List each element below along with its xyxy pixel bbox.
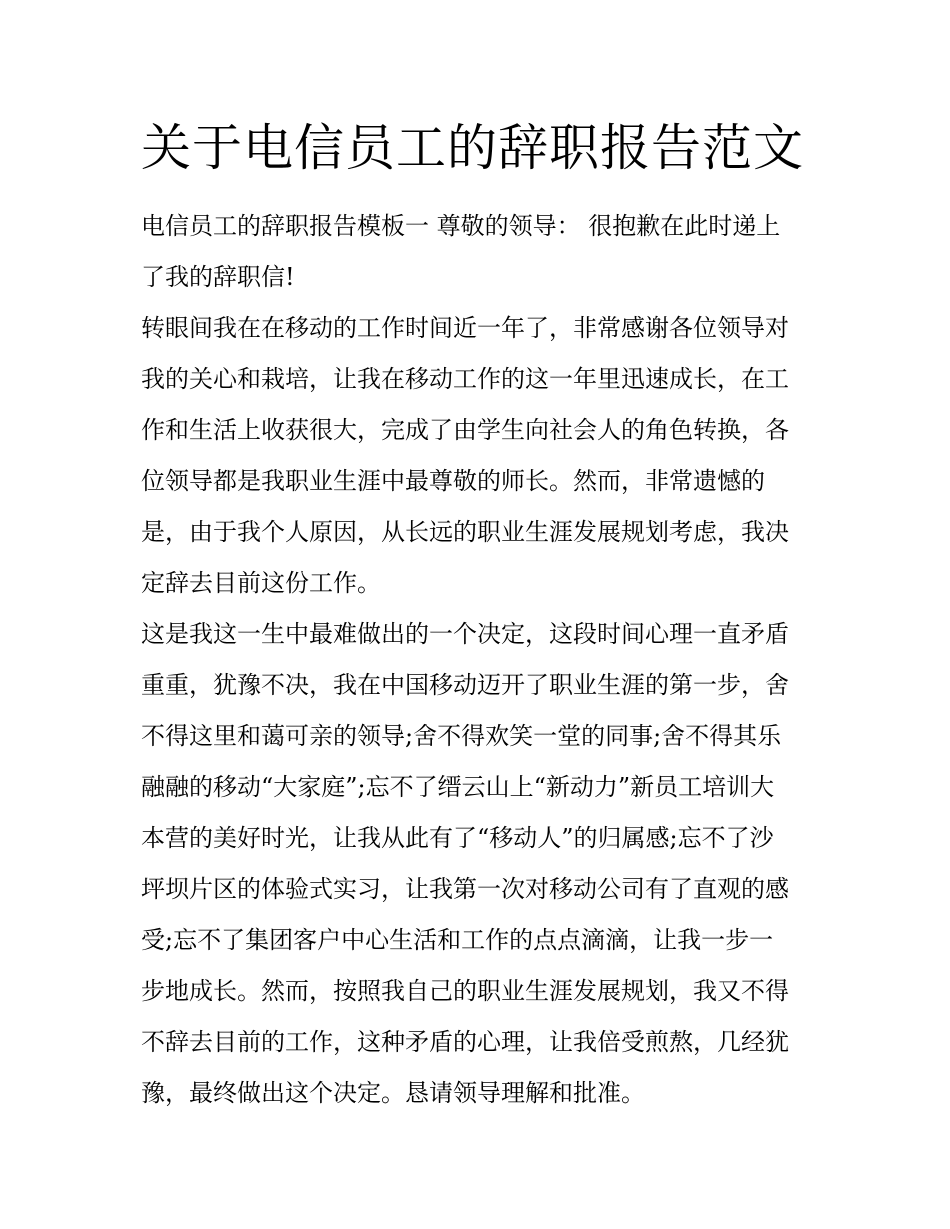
paragraph-line: 本营的美好时光，让我从此有了“移动人”的归属感;忘不了沙 [141, 824, 774, 852]
document-title: 关于电信员工的辞职报告范文 [141, 119, 804, 177]
paragraph-line: 受;忘不了集团客户中心生活和工作的点点滴滴，让我一步一 [141, 926, 774, 954]
paragraph-line: 了我的辞职信! [141, 263, 295, 291]
paragraph-2 [141, 303, 813, 609]
paragraph-line: 转眼间我在在移动的工作时间近一年了，非常感谢各位领导对 [141, 314, 789, 342]
paragraph-line: 电信员工的辞职报告模板一 尊敬的领导： 很抱歉在此时递上 [141, 212, 781, 240]
paragraph-line: 作和生活上收获很大，完成了由学生向社会人的角色转换，各 [141, 416, 789, 444]
paragraph-line: 重重，犹豫不决，我在中国移动迈开了职业生涯的第一步，舍 [141, 671, 789, 699]
paragraph-line: 步地成长。然而，按照我自己的职业生涯发展规划，我又不得 [141, 977, 789, 1005]
paragraph-1 [141, 201, 813, 303]
document-page [141, 112, 813, 1119]
paragraph-line: 融融的移动“大家庭”;忘不了缙云山上“新动力”新员工培训大 [141, 773, 775, 801]
paragraph-line: 这是我这一生中最难做出的一个决定，这段时间心理一直矛盾 [141, 620, 789, 648]
paragraph-line: 位领导都是我职业生涯中最尊敬的师长。然而，非常遗憾的 [141, 467, 765, 495]
paragraph-line: 坪坝片区的体验式实习，让我第一次对移动公司有了直观的感 [141, 875, 789, 903]
paragraph-line: 不得这里和蔼可亲的领导;舍不得欢笑一堂的同事;舍不得其乐 [141, 722, 782, 750]
paragraph-line: 豫，最终做出这个决定。恳请领导理解和批准。 [141, 1079, 645, 1107]
paragraph-line: 是，由于我个人原因，从长远的职业生涯发展规划考虑，我决 [141, 518, 789, 546]
paragraph-line: 定辞去目前这份工作。 [141, 569, 381, 597]
paragraph-line: 不辞去目前的工作，这种矛盾的心理，让我倍受煎熬，几经犹 [141, 1028, 789, 1056]
paragraph-3 [141, 609, 813, 1119]
paragraph-line: 我的关心和栽培，让我在移动工作的这一年里迅速成长，在工 [141, 365, 789, 393]
